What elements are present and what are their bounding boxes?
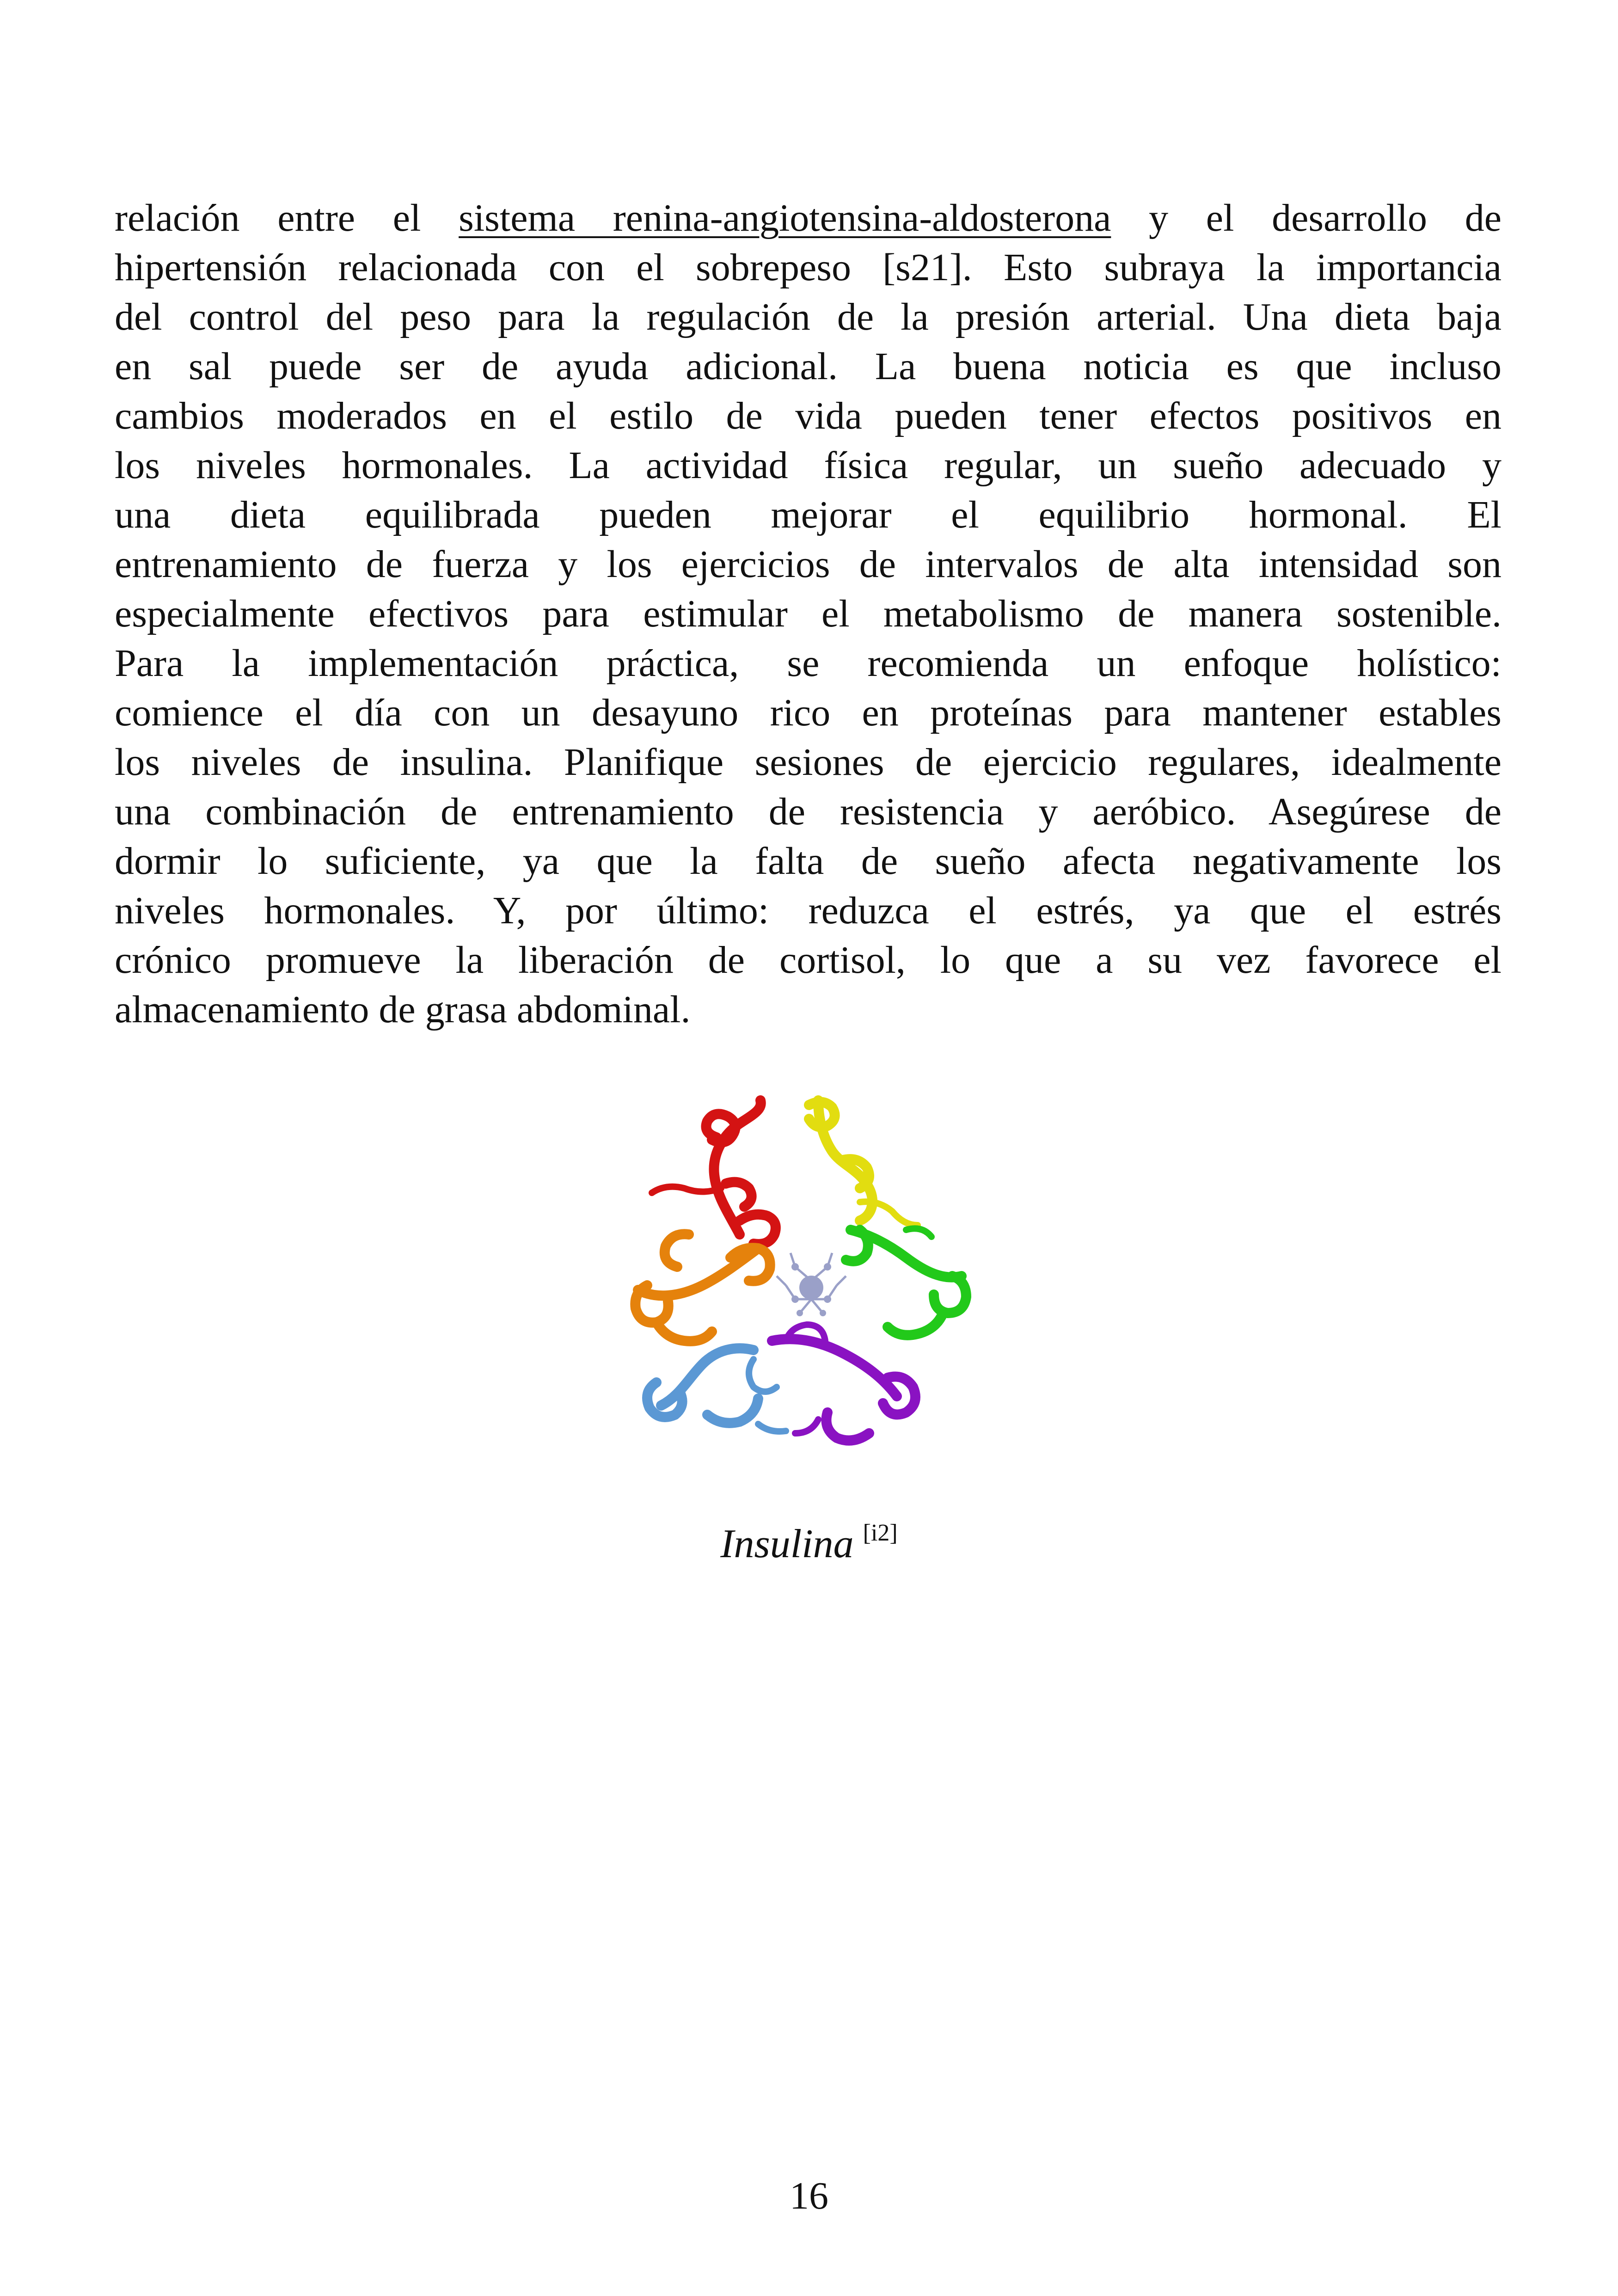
text-line: dormir lo suficiente, ya que la falta de sueño afecta negativamente los <box>115 840 1502 883</box>
text-line: crónico promueve la liberación de cortisol, lo que a su vez favorece el <box>115 939 1502 982</box>
protein-chain-blue <box>647 1348 786 1431</box>
central-ligand-cluster <box>777 1253 846 1316</box>
text-line: cambios moderados en el estilo de vida pueden tener efectos positivos en <box>115 394 1502 437</box>
text-segment: relación entre el <box>115 196 421 239</box>
text-line: Para la implementación práctica, se recomienda un enfoque holístico: <box>115 642 1502 685</box>
protein-chain-red <box>652 1100 776 1244</box>
protein-chain-purple <box>772 1325 915 1441</box>
protein-chain-yellow <box>809 1100 918 1225</box>
text-line: almacenamiento de grasa abdominal. <box>115 988 691 1031</box>
page-number: 16 <box>790 2174 828 2217</box>
text-line: los niveles de insulina. Planifique sesiones de ejercicio regulares, idealmente <box>115 741 1502 784</box>
text-line: especialmente efectivos para estimular el metabolismo de manera sostenible. <box>115 592 1502 635</box>
insulin-ribbon-illustration <box>601 1082 1017 1484</box>
insulin-structure-image <box>601 1082 1017 1484</box>
text-line: los niveles hormonales. La actividad física regular, un sueño adecuado y <box>115 444 1502 487</box>
protein-chain-orange <box>635 1234 770 1341</box>
text-line: una dieta equilibrada pueden mejorar el equilibrio hormonal. El <box>115 493 1502 536</box>
text-line: hipertensión relacionada con el sobrepeso [s21]. Esto subraya la importancia <box>115 246 1502 289</box>
text-segment: y el desarrollo de <box>1149 196 1502 239</box>
text-line <box>115 193 1502 243</box>
link-sistema-renina[interactable]: sistema renina-angiotensina-aldosterona <box>459 196 1111 239</box>
caption-reference: [i2] <box>863 1520 898 1546</box>
protein-chain-green <box>846 1228 966 1335</box>
text-line: en sal puede ser de ayuda adicional. La buena noticia es que incluso <box>115 345 1502 388</box>
text-line: niveles hormonales. Y, por último: reduzca el estrés, ya que el estrés <box>115 889 1502 932</box>
figure-caption <box>0 1519 1618 1570</box>
text-line: una combinación de entrenamiento de resistencia y aeróbico. Asegúrese de <box>115 790 1502 833</box>
text-line: del control del peso para la regulación de la presión arterial. Una dieta baja <box>115 295 1502 338</box>
caption-text: Insulina <box>720 1522 854 1566</box>
text-line: comience el día con un desayuno rico en proteínas para mantener estables <box>115 691 1502 734</box>
text-line: entrenamiento de fuerza y los ejercicios de intervalos de alta intensidad son <box>115 543 1502 586</box>
body-paragraph <box>115 193 1502 1034</box>
